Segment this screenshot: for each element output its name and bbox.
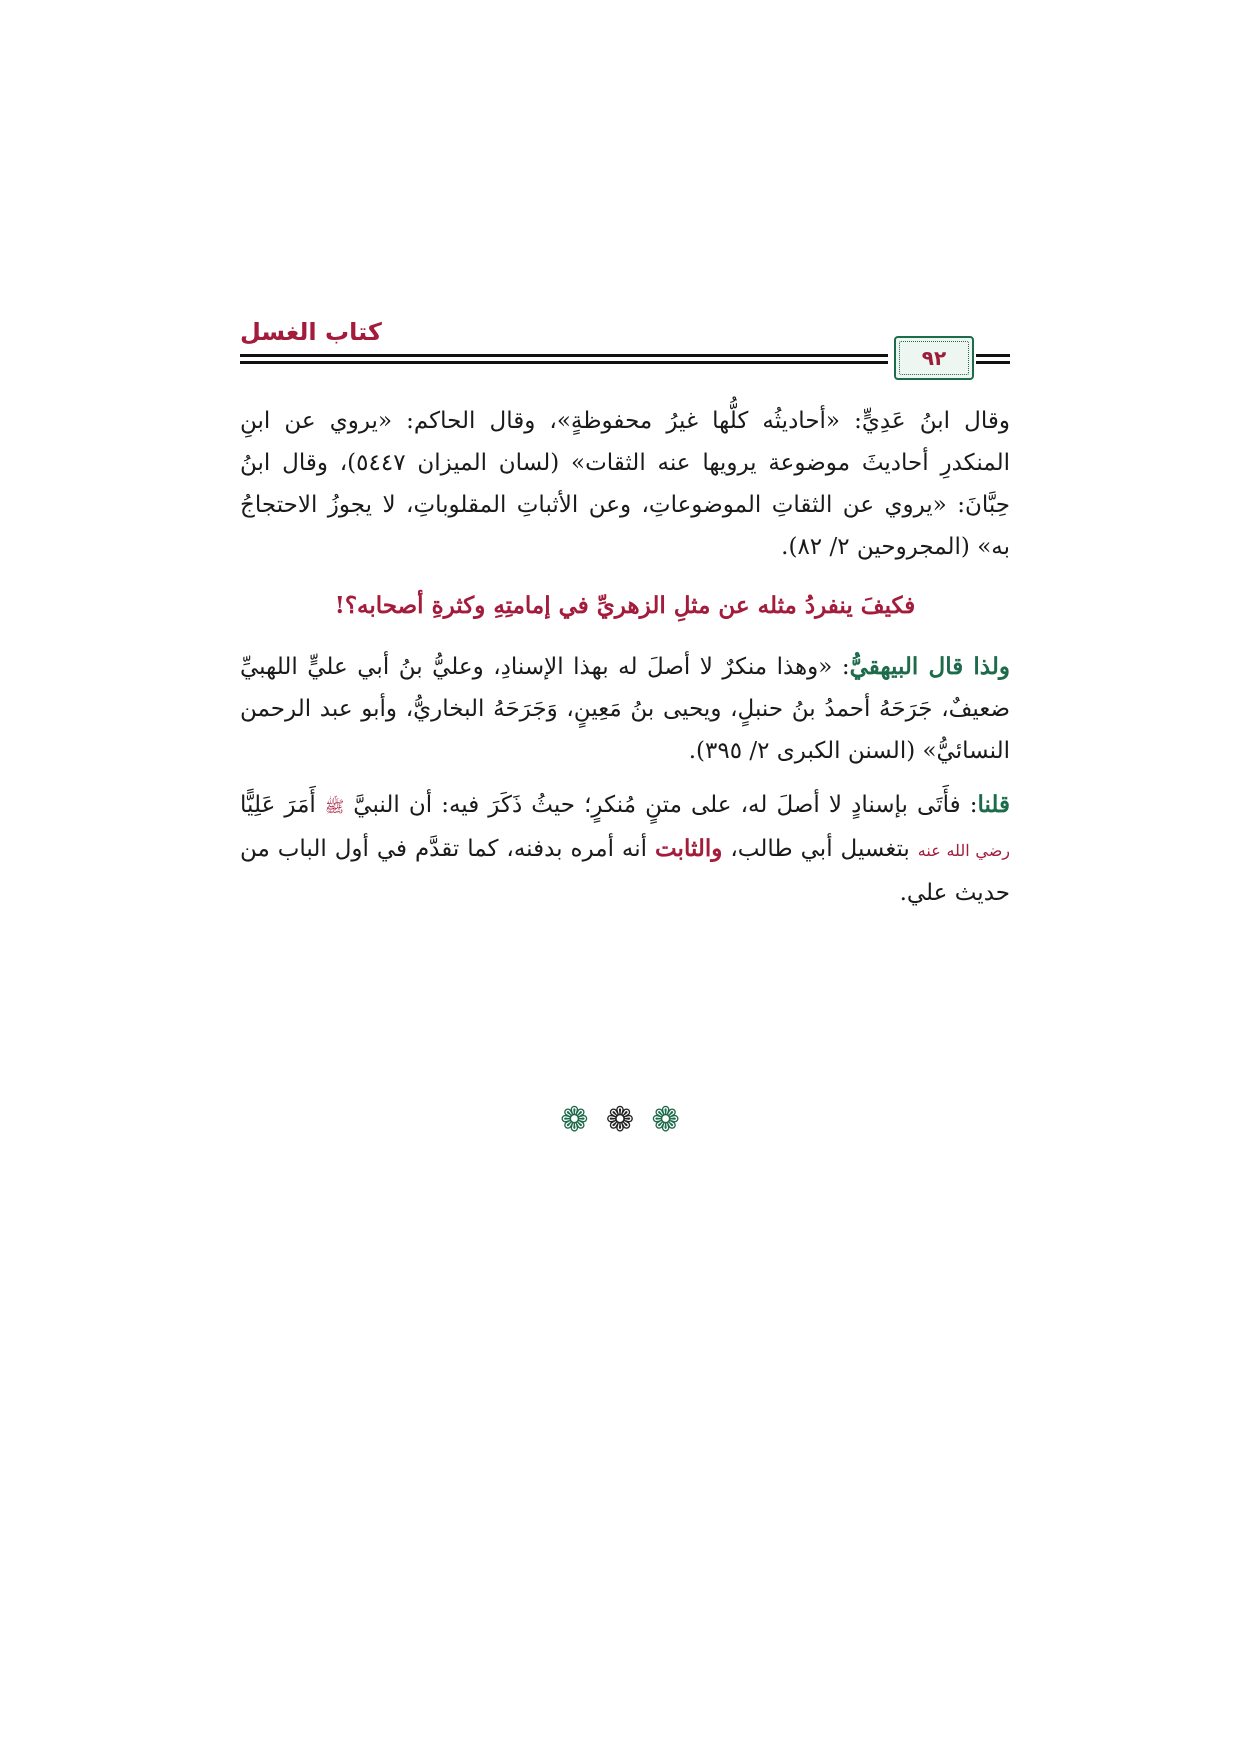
page-number-badge [894, 336, 974, 380]
paragraph-1: وقال ابنُ عَدِيٍّ: «أحاديثُه كلُّها غيرُ محفوظةٍ»، وقال الحاكم: «يروي عن ابنِ المنكدرِ أحاديثَ موضوعة يرويها عنه الثقات» (لسان الميزان ٥٤٤٧)، وقال ابنُ حِبَّانَ: «يروي عن الثقاتِ الموضوعاتِ، وعن الأثباتِ المقلوباتِ، لا يجوزُ الاحتجاجُ به» (المجروحين ٢/ ٨٢). [240, 408, 1010, 560]
paragraph-3 [240, 784, 1010, 914]
paragraph-2-text: : «وهذا منكرٌ لا أصلَ له بهذا الإسنادِ، وعليُّ بنُ أبي عليٍّ اللهبيِّ ضعيفٌ، جَرَحَهُ أحمدُ بنُ حنبلٍ، ويحيى بنُ مَعِينٍ، وَجَرَحَهُ البخاريُّ، وأبو عبد الرحمن النسائيُّ» (السنن الكبرى ٢/ ٣٩٥). [240, 654, 1010, 764]
header-rule-right-top [976, 354, 1010, 357]
paragraph-3-lead: قلنا [977, 791, 1011, 818]
honorific-prophet: ﷺ [324, 797, 345, 816]
paragraph-2-lead: ولذا قال البيهقيُّ [849, 653, 1010, 680]
page-body [240, 400, 1010, 914]
book-title: كتاب الغسل [240, 318, 382, 346]
paragraph-3-text-a: : فأَتَى بإسنادٍ لا أصلَ له، على متنٍ مُنكرٍ؛ حيثُ ذَكَرَ فيه: أن النبيَّ [353, 792, 978, 818]
header-rule-bottom [240, 361, 888, 364]
page-header [240, 318, 1010, 378]
flower-ornament-icon: ❁ [605, 1100, 635, 1140]
page-number: ٩٢ [921, 346, 947, 370]
section-end-ornaments [0, 1100, 1240, 1140]
paragraph-2 [240, 646, 1010, 772]
section-heading: فكيفَ ينفردُ مثله عن مثلِ الزهريِّ في إمامتِهِ وكثرةِ أصحابه؟! [334, 592, 916, 619]
paragraph-3-lead-2: والثابت [654, 835, 723, 862]
paragraph-3-text-c: بتغسيل أبي طالب، [730, 836, 910, 862]
header-rule-right-bottom [976, 361, 1010, 364]
flower-ornament-icon: ❁ [651, 1100, 680, 1140]
honorific-companion: رضي الله عنه [917, 841, 1010, 860]
flower-ornament-icon: ❁ [560, 1100, 589, 1140]
header-rule-top [240, 354, 888, 357]
paragraph-3-text-b: أَمَرَ عَلِيًّا [240, 792, 316, 818]
paragraph-3-text-d: أنه أمره بدفنه، كما تقدَّم في أول الباب من حديث علي. [240, 836, 1010, 906]
